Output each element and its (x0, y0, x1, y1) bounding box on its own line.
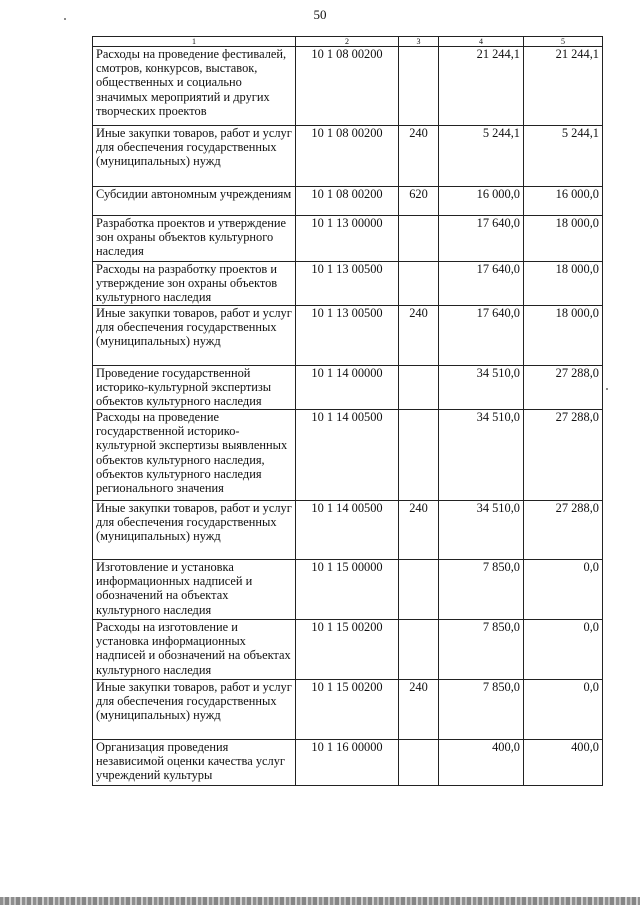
amount-plan-cell: 34 510,0 (439, 366, 524, 410)
table-row (93, 262, 603, 306)
row-name-cell: Иные закупки товаров, работ и услуг для обеспечения государственных (муниципальных) нужд (93, 501, 296, 560)
expense-type-cell: 620 (399, 187, 439, 216)
expense-type-cell: 240 (399, 501, 439, 560)
target-article-code-cell: 10 1 13 00500 (296, 262, 399, 306)
target-article-code-cell: 10 1 14 00000 (296, 366, 399, 410)
table-row (93, 216, 603, 262)
amount-plan-cell: 7 850,0 (439, 560, 524, 620)
row-name-cell: Расходы на изготовление и установка информационных надписей и обозначений на объектах культурного наследия (93, 620, 296, 680)
amount-plan-cell: 21 244,1 (439, 47, 524, 126)
row-name-cell: Изготовление и установка информационных надписей и обозначений на объектах культурного наследия (93, 560, 296, 620)
amount-next-cell: 5 244,1 (524, 126, 603, 187)
amount-next-cell: 0,0 (524, 560, 603, 620)
amount-next-cell: 0,0 (524, 680, 603, 740)
amount-plan-cell: 17 640,0 (439, 306, 524, 366)
expense-type-cell: 240 (399, 680, 439, 740)
row-name-cell: Проведение государственной историко-культурной экспертизы объектов культурного наследия (93, 366, 296, 410)
column-number: 4 (439, 37, 524, 47)
expense-type-cell: 240 (399, 306, 439, 366)
expense-type-cell: 240 (399, 126, 439, 187)
target-article-code-cell: 10 1 15 00200 (296, 680, 399, 740)
amount-plan-cell: 7 850,0 (439, 680, 524, 740)
row-name-cell: Иные закупки товаров, работ и услуг для обеспечения государственных (муниципальных) нужд (93, 306, 296, 366)
amount-plan-cell: 34 510,0 (439, 501, 524, 560)
amount-plan-cell: 400,0 (439, 740, 524, 786)
expense-type-cell (399, 560, 439, 620)
target-article-code-cell: 10 1 13 00500 (296, 306, 399, 366)
expense-type-cell (399, 620, 439, 680)
amount-next-cell: 400,0 (524, 740, 603, 786)
column-number: 3 (399, 37, 439, 47)
amount-next-cell: 16 000,0 (524, 187, 603, 216)
amount-plan-cell: 5 244,1 (439, 126, 524, 187)
scan-speck (64, 18, 66, 20)
amount-next-cell: 27 288,0 (524, 501, 603, 560)
amount-next-cell: 21 244,1 (524, 47, 603, 126)
row-name-cell: Иные закупки товаров, работ и услуг для обеспечения государственных (муниципальных) нужд (93, 126, 296, 187)
target-article-code-cell: 10 1 08 00200 (296, 126, 399, 187)
column-number: 5 (524, 37, 603, 47)
target-article-code-cell: 10 1 14 00500 (296, 501, 399, 560)
target-article-code-cell: 10 1 14 00500 (296, 410, 399, 501)
target-article-code-cell: 10 1 15 00200 (296, 620, 399, 680)
column-number: 2 (296, 37, 399, 47)
table-row (93, 126, 603, 187)
table-row (93, 306, 603, 366)
expense-type-cell (399, 47, 439, 126)
amount-next-cell: 27 288,0 (524, 366, 603, 410)
expense-type-cell (399, 262, 439, 306)
amount-next-cell: 18 000,0 (524, 216, 603, 262)
row-name-cell: Расходы на разработку проектов и утверждение зон охраны объектов культурного наследия (93, 262, 296, 306)
table-row (93, 366, 603, 410)
table-row (93, 47, 603, 126)
amount-plan-cell: 16 000,0 (439, 187, 524, 216)
page-number: 50 (313, 7, 327, 22)
table-row (93, 620, 603, 680)
table-row (93, 560, 603, 620)
amount-plan-cell: 34 510,0 (439, 410, 524, 501)
budget-table (92, 36, 603, 786)
amount-plan-cell: 17 640,0 (439, 262, 524, 306)
column-number: 1 (93, 37, 296, 47)
row-name-cell: Разработка проектов и утверждение зон охраны объектов культурного наследия (93, 216, 296, 262)
amount-next-cell: 0,0 (524, 620, 603, 680)
expense-type-cell (399, 740, 439, 786)
row-name-cell: Иные закупки товаров, работ и услуг для обеспечения государственных (муниципальных) нужд (93, 680, 296, 740)
row-name-cell: Расходы на проведение фестивалей, смотров, конкурсов, выставок, общественных и социально значимых мероприятий и других творческих проектов (93, 47, 296, 126)
target-article-code-cell: 10 1 16 00000 (296, 740, 399, 786)
row-name-cell: Расходы на проведение государственной историко-культурной экспертизы выявленных объектов культурного наследия, объектов культурного наследия регионального значения (93, 410, 296, 501)
target-article-code-cell: 10 1 08 00200 (296, 187, 399, 216)
scan-speck (606, 388, 608, 390)
expense-type-cell (399, 410, 439, 501)
target-article-code-cell: 10 1 13 00000 (296, 216, 399, 262)
table-row (93, 740, 603, 786)
table-row (93, 410, 603, 501)
table-row (93, 187, 603, 216)
target-article-code-cell: 10 1 15 00000 (296, 560, 399, 620)
expense-type-cell (399, 366, 439, 410)
expense-type-cell (399, 216, 439, 262)
amount-next-cell: 27 288,0 (524, 410, 603, 501)
amount-plan-cell: 7 850,0 (439, 620, 524, 680)
column-number-row (93, 37, 603, 47)
amount-next-cell: 18 000,0 (524, 306, 603, 366)
amount-next-cell: 18 000,0 (524, 262, 603, 306)
row-name-cell: Организация проведения независимой оценки качества услуг учреждений культуры (93, 740, 296, 786)
scan-edge (0, 897, 640, 905)
row-name-cell: Субсидии автономным учреждениям (93, 187, 296, 216)
amount-plan-cell: 17 640,0 (439, 216, 524, 262)
table-row (93, 501, 603, 560)
target-article-code-cell: 10 1 08 00200 (296, 47, 399, 126)
table-row (93, 680, 603, 740)
